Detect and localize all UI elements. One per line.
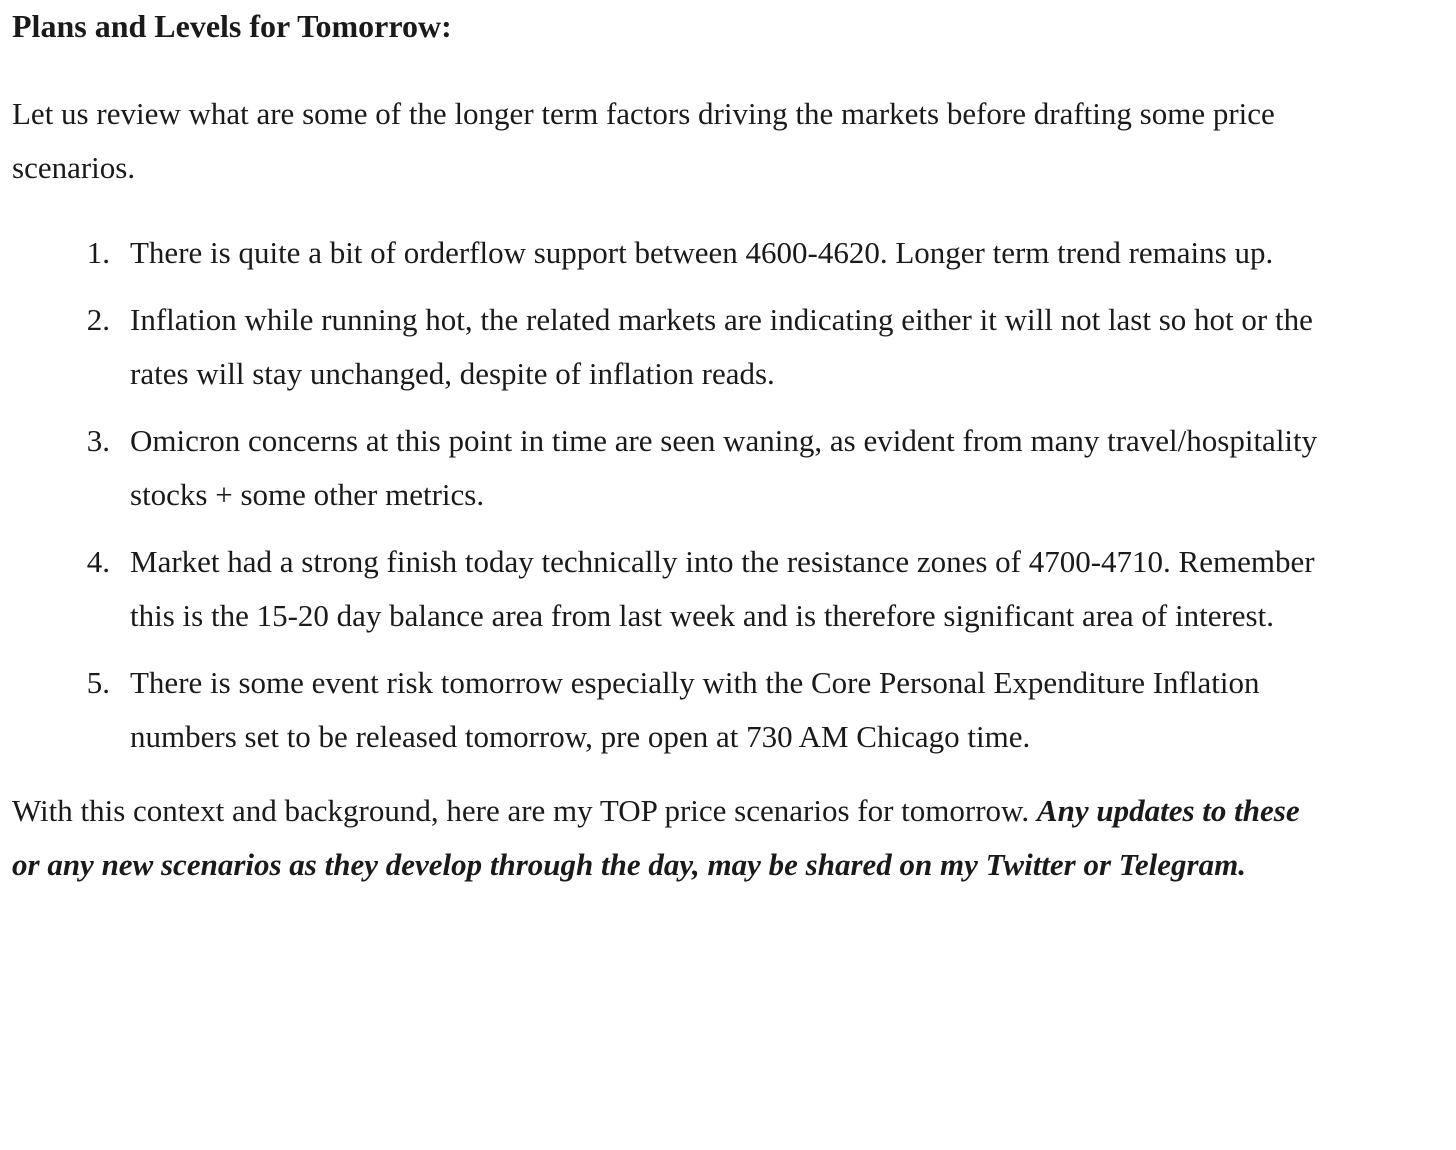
list-item-text: There is quite a bit of orderflow support between 4600-4620. Longer term trend remains up. (130, 235, 1274, 270)
list-item-text: Market had a strong finish today technically into the resistance zones of 4700-4710. Remember this is the 15-20 day balance area from last week and is therefore significant area of interest. (130, 544, 1315, 633)
list-item-number: 1. (86, 235, 110, 270)
list-item-number: 4. (86, 544, 110, 579)
list-item (12, 293, 1322, 401)
list-item-number: 5. (86, 665, 110, 700)
list-item (12, 414, 1322, 522)
list-item-text: There is some event risk tomorrow especially with the Core Personal Expenditure Inflation numbers set to be released tomorrow, pre open at 730 AM Chicago time. (130, 665, 1260, 754)
list-item-number: 2. (86, 302, 110, 337)
list-item-text: Inflation while running hot, the related markets are indicating either it will not last so hot or the rates will stay unchanged, despite of inflation reads. (130, 302, 1313, 391)
list-item (12, 656, 1322, 764)
list-item (12, 226, 1322, 280)
list-item (12, 535, 1322, 643)
list-item-number: 3. (86, 423, 110, 458)
factors-list (12, 226, 1322, 764)
section-heading: Plans and Levels for Tomorrow: (12, 8, 452, 44)
closing-emphasis-text: Any updates to these or any new scenarios as they develop through the day, may be shared on my Twitter or Telegram. (12, 793, 1300, 882)
closing-text: With this context and background, here are my TOP price scenarios for tomorrow. (12, 793, 1037, 828)
intro-paragraph: Let us review what are some of the longer term factors driving the markets before drafting some price scenarios. (12, 96, 1275, 185)
closing-paragraph (12, 784, 1332, 892)
list-item-text: Omicron concerns at this point in time are seen waning, as evident from many travel/hospitality stocks + some other metrics. (130, 423, 1318, 512)
